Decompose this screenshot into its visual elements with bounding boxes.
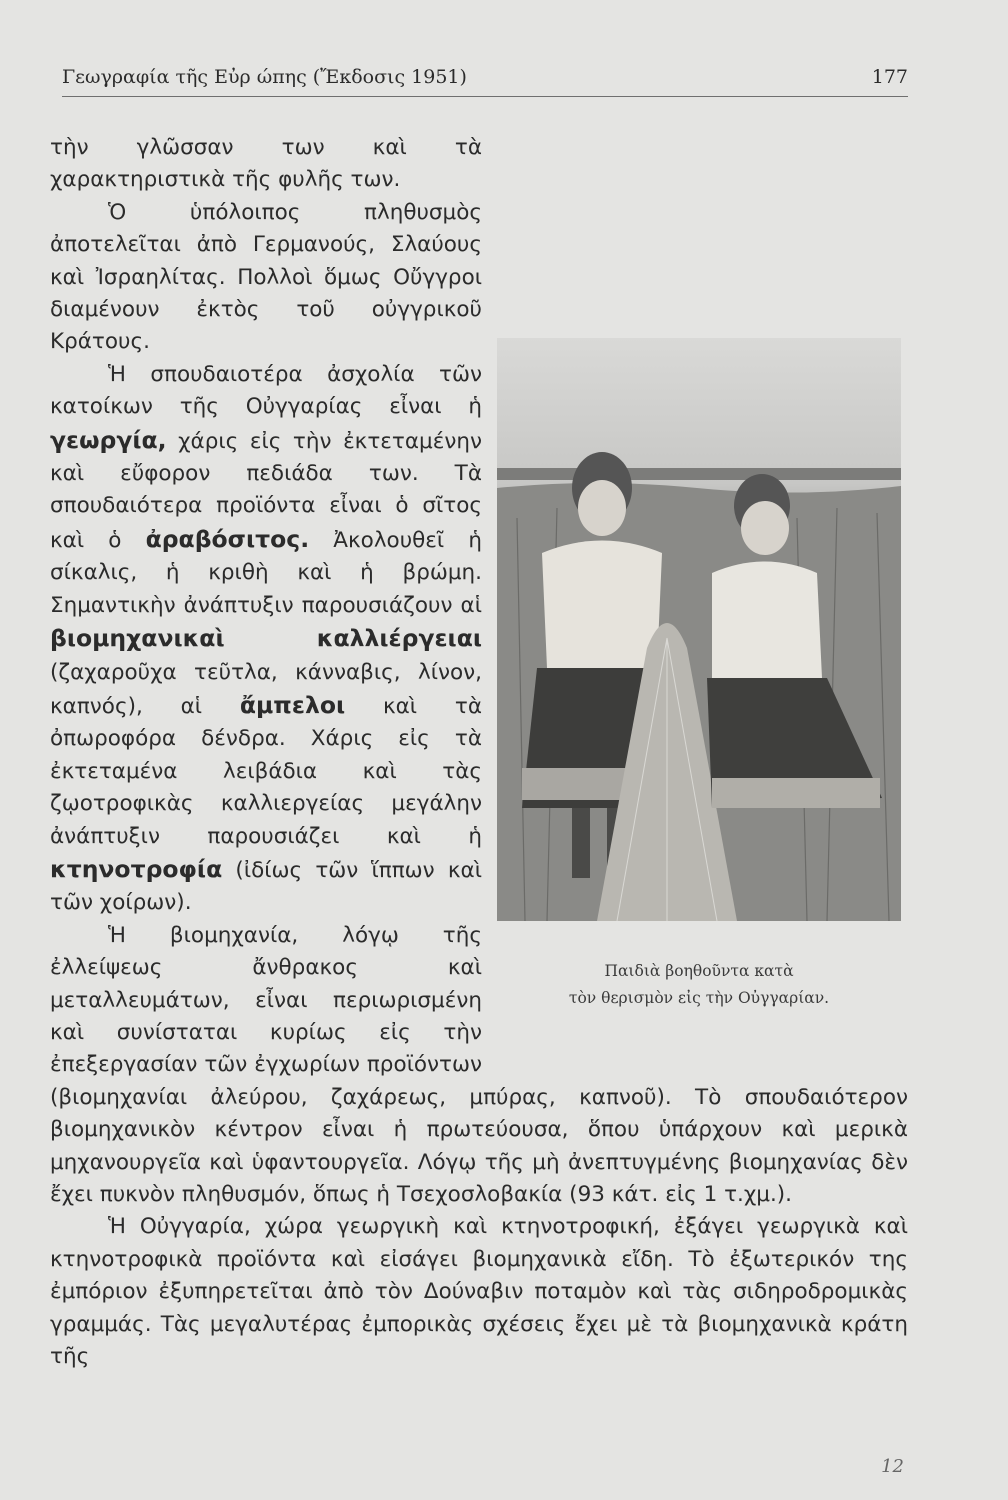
paragraph	[50, 132, 908, 197]
bold-term: γεωργία,	[50, 425, 167, 454]
text-run: Ἡ βιομηχανία, λόγῳ τῆς ἐλλείψεως ἄνθρακος καὶ μεταλλευμάτων, εἶναι περιωρισμένη καὶ συνίσταται κυρίως εἰς τὴν ἐπεξεργασίαν τῶν ἐγχωρίων προϊόντων (βιομηχανίαι ἀλεύρου, ζαχάρεως, μπύρας, καπνοῦ). Τὸ σπουδαιότερον βιομηχανικὸν κέντρον εἶναι ἡ πρωτεύουσα, ὅπου ὑπάρχουν καὶ μερικὰ μηχανουργεῖα καὶ ὑφαντουργεῖα. Λόγῳ τῆς μὴ ἀνεπτυγμένης βιομηχανίας δὲν ἔχει πυκνὸν πληθυσμόν, ὅπως ἡ Τσεχοσλοβακία (93 κάτ. εἰς 1 τ.χμ.).	[50, 922, 908, 1207]
caption-line-1: Παιδιὰ βοηθοῦντα κατὰ	[604, 962, 794, 980]
photo-children-harvest	[497, 338, 901, 921]
text-run: Ἡ σπουδαιοτέρα ἀσχολία τῶν κατοίκων τῆς Οὐγγαρίας εἶναι ἡ	[50, 361, 482, 420]
running-title: Γεωγραφία τῆς Εὐρ ώπης (Ἔκδοσις 1951)	[62, 66, 467, 88]
bold-term: ἄμπελοι	[239, 690, 346, 719]
text-run: Ἀκολουθεῖ ἡ σίκαλις, ἡ κριθὴ καὶ ἡ βρώμη. Σημαντικὴν ἀνάπτυξιν παρουσιάζουν αἱ	[50, 527, 482, 618]
text-run: καὶ τὰ ὀπωροφόρα δένδρα. Χάρις εἰς τὰ ἐκτεταμένα λειβάδια καὶ τὰς ζῳοτροφικὰς καλλιεργείας μεγάλην ἀνάπτυξιν παρουσιάζει καὶ ἡ	[50, 693, 482, 849]
figure-caption	[497, 958, 901, 1012]
bold-term: κτηνοτροφία	[50, 854, 223, 883]
paragraph	[50, 1211, 908, 1373]
text-run: Ὁ ὑπόλοιπος πληθυσμὸς ἀποτελεῖται ἀπὸ Γερμανούς, Σλαύους καὶ Ἰσραηλίτας. Πολλοὶ ὅμως Οὔγγροι διαμένουν ἐκτὸς τοῦ οὐγγρικοῦ Κράτους.	[50, 199, 482, 355]
bold-term: βιομηχανικαὶ καλλιέργειαι	[50, 624, 482, 653]
text-run: χάρις εἰς τὴν ἐκτεταμένην καὶ εὔφορον πεδιάδα των. Τὰ σπουδαιότερα προϊόντα εἶναι ὁ σῖτος καὶ ὁ	[50, 428, 482, 553]
signature-mark: 12	[881, 1456, 904, 1477]
page-number: 177	[871, 66, 908, 88]
text-run: (ἰδίως τῶν ἵππων καὶ τῶν χοίρων).	[50, 857, 482, 916]
text-run: (ζαχαροῦχα τεῦτλα, κάνναβις, λίνον, καπνός), αἱ	[50, 659, 482, 719]
text-run: Ἡ Οὐγγαρία, χώρα γεωργικὴ καὶ κτηνοτροφική, ἐξάγει γεωργικὰ καὶ κτηνοτροφικὰ προϊόντα καὶ εἰσάγει βιομηχανικὰ εἴδη. Τὸ ἐξωτερικόν της ἐμπόριον ἐξυπηρετεῖται ἀπὸ τὸν Δούναβιν ποταμὸν καὶ τὰς σιδηροδρομικὰς γραμμάς. Τὰς μεγαλυτέρας ἐμπορικὰς σχέσεις ἔχει μὲ τὰ βιομηχανικὰ κράτη τῆς	[50, 1214, 908, 1370]
text-run: τὴν γλῶσσαν των καὶ τὰ χαρακτηριστικὰ τῆς φυλῆς των.	[50, 135, 482, 193]
bold-term: ἀραβόσιτος.	[145, 524, 310, 553]
caption-line-2: τὸν θερισμὸν εἰς τὴν Οὐγγαρίαν.	[568, 989, 830, 1007]
running-header	[62, 62, 908, 97]
photo-illustration	[497, 338, 901, 921]
